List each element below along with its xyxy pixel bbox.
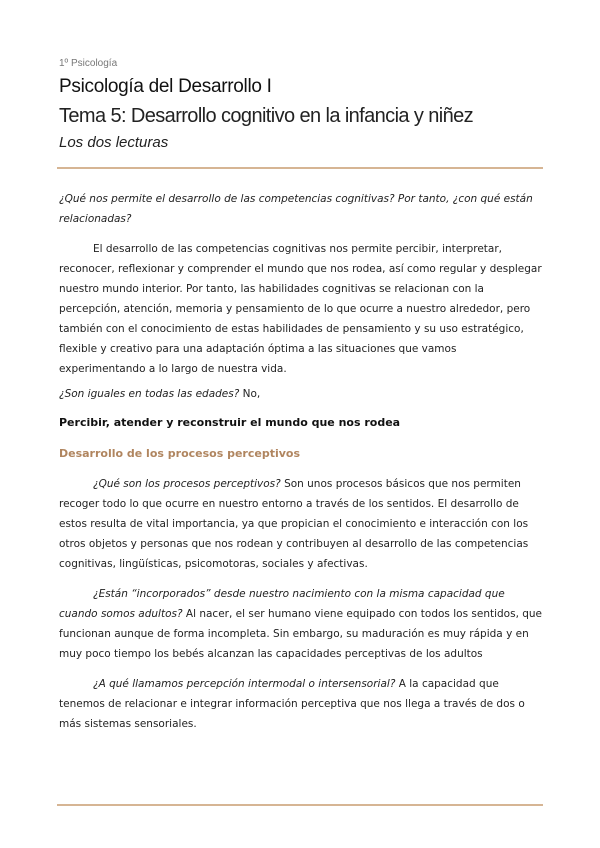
subsection-heading: Desarrollo de los procesos perceptivos <box>59 447 301 460</box>
document-body <box>59 189 545 734</box>
question-intermodal: ¿A qué llamamos percepción intermodal o intersensorial? <box>93 678 396 690</box>
answer-edades: No, <box>239 388 261 400</box>
question-nacimiento: ¿Están “incorporados” desde nuestro nacimiento con la misma capacidad que cuando somos adultos? <box>59 588 505 620</box>
question-competencias: ¿Qué nos permite el desarrollo de las competencias cognitivas? Por tanto, ¿con qué están relacionadas? <box>59 193 533 225</box>
paragraph-procesos <box>59 474 545 574</box>
answer-nacimiento: Al nacer, el ser humano viene equipado con todos los sentidos, que funcionan aunque de forma incompleta. Sin embargo, su maduración es muy rápida y en muy poco tiempo los bebés alcanzan las capacidades perceptivas de los adultos <box>59 608 543 660</box>
paragraph-competencias: El desarrollo de las competencias cognitivas nos permite percibir, interpretar, reconocer, reflexionar y comprender el mundo que nos rodea, así como regular y desplegar nuestro mundo interior. Por tanto, las habilidades cognitivas se relacionan con la percepción, atención, memoria y pensamiento de lo que ocurre a nuestro alrededor, pero también con el conocimiento de estas habilidades de pensamiento y su uso estratégico, flexible y creativo para una adaptación óptima a las situaciones que vamos experimentando a lo largo de nuestra vida. <box>59 243 542 375</box>
paragraph-edades <box>59 384 545 404</box>
answer-procesos: Son unos procesos básicos que nos permiten recoger todo lo que ocurre en nuestro entorno a través de los sentidos. El desarrollo de estos resulta de vital importancia, ya que propician el conocimiento e interacción con los otros objetos y personas que nos rodean y contribuyen al desarrollo de las competencias cognitivas, lingüísticas, psicomotoras, sociales y afectivas. <box>59 478 529 570</box>
section-heading: Percibir, atender y reconstruir el mundo que nos rodea <box>59 416 401 429</box>
answer-intermodal: A la capacidad que tenemos de relacionar e integrar información perceptiva que nos llega a través de dos o más sistemas sensoriales. <box>59 678 525 730</box>
topic-title: Tema 5: Desarrollo cognitivo en la infancia y niñez <box>59 105 474 127</box>
question-procesos: ¿Qué son los procesos perceptivos? <box>93 478 281 490</box>
paragraph-nacimiento <box>59 584 545 664</box>
course-label: 1º Psicología <box>59 58 118 69</box>
topic-note: Los dos lecturas <box>59 134 169 151</box>
subject-title: Psicología del Desarrollo I <box>59 76 272 97</box>
question-edades: ¿Son iguales en todas las edades? <box>59 388 240 400</box>
footer-divider <box>57 804 543 806</box>
paragraph-intermodal <box>59 674 545 734</box>
header-divider <box>57 167 543 169</box>
